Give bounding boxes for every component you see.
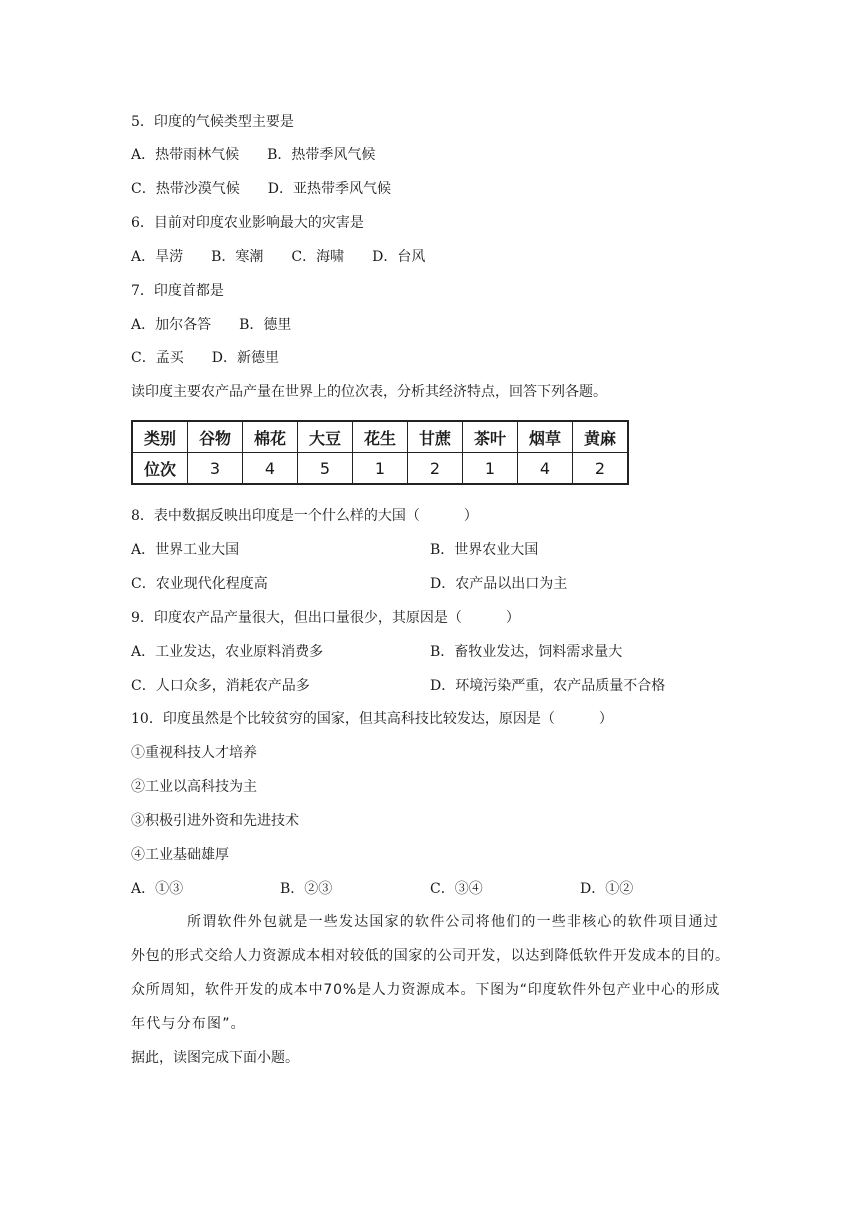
q6-option-a: A．旱涝 <box>131 249 184 265</box>
q10-stem-close: ） <box>598 711 613 727</box>
q10-option-c: C．③④ <box>430 881 483 897</box>
q9-option-b: B．畜牧业发达，饲料需求量大 <box>430 644 623 660</box>
q6-option-c: C．海啸 <box>291 249 345 265</box>
table-category: 大豆 <box>298 421 353 453</box>
q10-statement-2: ②工业以高科技为主 <box>131 779 257 795</box>
passage-instruction: 据此，读图完成下面小题。 <box>131 1050 299 1066</box>
table-category: 棉花 <box>243 421 298 453</box>
table-category: 烟草 <box>518 421 573 453</box>
q9-option-d: D．环境污染严重，农产品质量不合格 <box>430 678 666 694</box>
question-5-options-row2 <box>131 179 391 199</box>
table-category: 茶叶 <box>463 421 518 453</box>
q7-option-d: D．新德里 <box>211 350 279 366</box>
table-category: 谷物 <box>188 421 243 453</box>
table-rank-cell: 4 <box>518 453 573 485</box>
table-category: 甘蔗 <box>408 421 463 453</box>
q10-stem-text: 10．印度虽然是个比较贫穷的国家，但其高科技比较发达，原因是（ <box>131 711 555 727</box>
q5-option-a: A．热带雨林气候 <box>131 147 240 163</box>
q9-stem-text: 9．印度农产品产量很大，但出口量很少，其原因是（ <box>131 610 462 626</box>
question-5-stem: 5．印度的气候类型主要是 <box>131 114 294 130</box>
q9-option-c: C．人口众多，消耗农产品多 <box>131 678 310 694</box>
question-9-stem <box>131 608 520 628</box>
q10-statement-3: ③积极引进外资和先进技术 <box>131 813 299 829</box>
question-5-options-row1 <box>131 145 375 165</box>
table-rank-cell: 1 <box>353 453 408 485</box>
passage-line-1: 所谓软件外包就是一些发达国家的软件公司将他们的一些非核心的软件项目通过 <box>187 914 719 930</box>
q10-statement-1: ①重视科技人才培养 <box>131 745 257 761</box>
q6-option-b: B．寒潮 <box>211 249 264 265</box>
crop-rank-table <box>131 420 629 485</box>
table-rank-cell: 2 <box>408 453 463 485</box>
q5-option-b: B．热带季风气候 <box>267 147 376 163</box>
q5-option-d: D．亚热带季风气候 <box>267 181 391 197</box>
q8-option-d: D．农产品以出口为主 <box>430 576 568 592</box>
q8-stem-text: 8．表中数据反映出印度是一个什么样的大国（ <box>131 508 420 524</box>
question-7-stem: 7．印度首都是 <box>131 283 224 299</box>
table-rank-row <box>132 453 628 485</box>
table-category: 黄麻 <box>573 421 629 453</box>
table-rank-cell: 5 <box>298 453 353 485</box>
q10-option-b: B．②③ <box>280 881 333 897</box>
q8-option-c: C．农业现代化程度高 <box>131 576 268 592</box>
q10-option-a: A．①③ <box>131 881 184 897</box>
q8-option-b: B．世界农业大国 <box>430 542 539 558</box>
table-intro: 读印度主要农产品产量在世界上的位次表，分析其经济特点，回答下列各题。 <box>131 384 607 400</box>
q5-option-c: C．热带沙漠气候 <box>131 181 240 197</box>
question-7-options-row2 <box>131 348 279 368</box>
table-header-label: 类别 <box>132 421 188 453</box>
q8-option-a: A．世界工业大国 <box>131 542 240 558</box>
q8-stem-close: ） <box>463 508 478 524</box>
passage-line-2: 外包的形式交给人力资源成本相对较低的国家的公司开发，以达到降低软件开发成本的目的。 <box>131 948 730 964</box>
question-10-stem <box>131 709 613 729</box>
question-6-options <box>131 247 425 267</box>
table-rank-cell: 3 <box>188 453 243 485</box>
question-7-options-row1 <box>131 315 291 335</box>
q10-statement-4: ④工业基础雄厚 <box>131 847 229 863</box>
question-6-stem: 6．目前对印度农业影响最大的灾害是 <box>131 215 364 231</box>
q9-stem-close: ） <box>505 610 520 626</box>
table-rank-cell: 4 <box>243 453 298 485</box>
q7-option-b: B．德里 <box>239 317 292 333</box>
passage-line-4: 年代与分布图”。 <box>131 1016 246 1032</box>
q9-option-a: A．工业发达，农业原料消费多 <box>131 644 324 660</box>
q6-option-d: D．台风 <box>372 249 426 265</box>
table-rank-cell: 1 <box>463 453 518 485</box>
table-category: 花生 <box>353 421 408 453</box>
table-rank-cell: 2 <box>573 453 629 485</box>
question-8-stem <box>131 506 478 526</box>
table-header-row <box>132 421 628 453</box>
q10-option-d: D．①② <box>580 881 634 897</box>
passage-line-3: 众所周知，软件开发的成本中70%是人力资源成本。下图为“印度软件外包产业中心的形成 <box>131 982 721 998</box>
table-rank-label: 位次 <box>132 453 188 485</box>
q7-option-a: A．加尔各答 <box>131 317 212 333</box>
q7-option-c: C．孟买 <box>131 350 184 366</box>
